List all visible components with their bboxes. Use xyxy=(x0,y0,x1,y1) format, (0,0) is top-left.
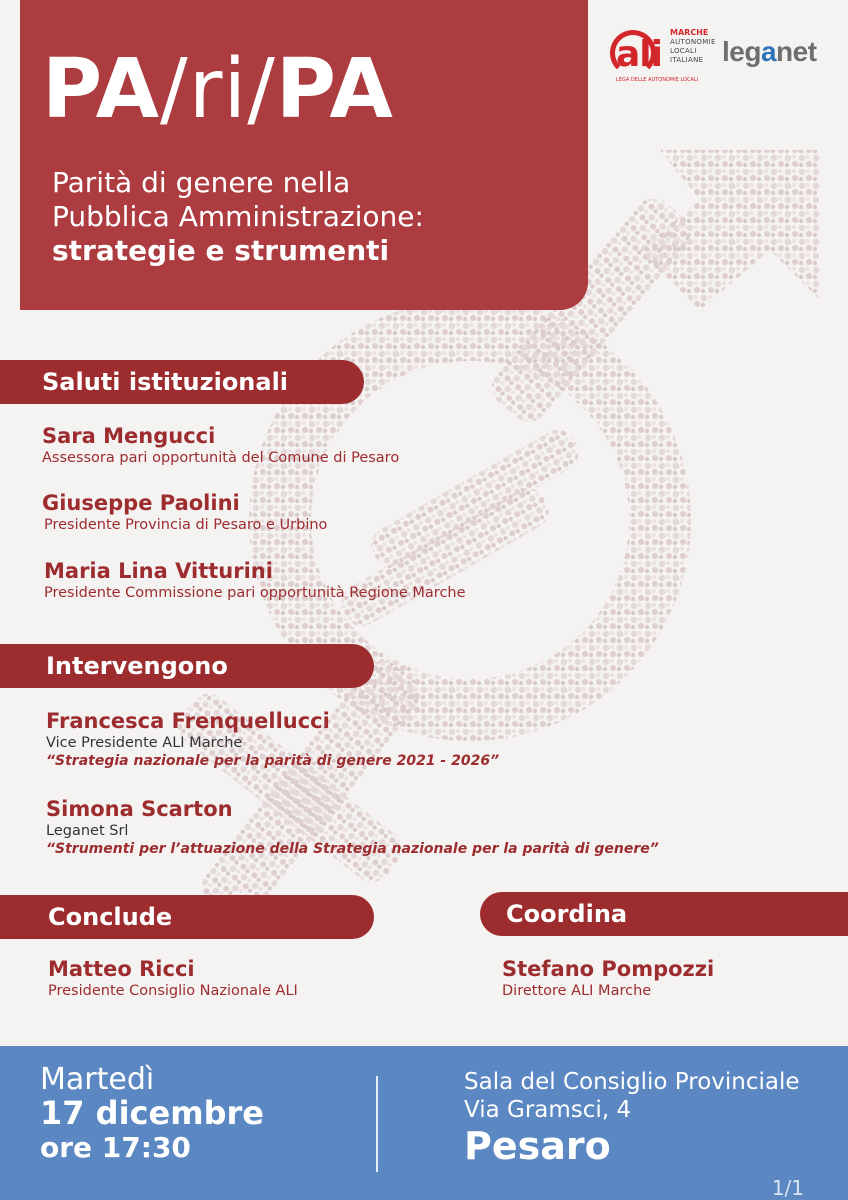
speaker-role: Direttore ALI Marche xyxy=(502,983,652,999)
speaker-role: Presidente Consiglio Nazionale ALI xyxy=(48,983,298,999)
section-conclude: Conclude xyxy=(0,895,374,939)
speaker-intervento-1 xyxy=(46,708,499,770)
header-panel xyxy=(20,0,588,310)
venue-city: Pesaro xyxy=(464,1124,611,1168)
page-indicator: 1/1 xyxy=(771,1176,804,1200)
speaker-role: Presidente Commissione pari opportunità Regione Marche xyxy=(44,585,466,601)
speaker-name: Matteo Ricci xyxy=(48,957,195,981)
title-ri: ri xyxy=(188,42,248,137)
speaker-saluti-2 xyxy=(42,490,327,534)
subtitle-line-3: strategie e strumenti xyxy=(52,234,390,267)
venue-name: Sala del Consiglio Provinciale xyxy=(464,1069,800,1095)
section-coordina: Coordina xyxy=(480,892,848,936)
speaker-role: Assessora pari opportunità del Comune di Pesaro xyxy=(42,450,400,466)
speaker-role: Presidente Provincia di Pesaro e Urbino xyxy=(44,517,328,533)
speaker-name: Simona Scarton xyxy=(46,797,233,821)
ali-marche-logo xyxy=(610,16,722,88)
event-title xyxy=(42,40,394,140)
title-pa-right: PA xyxy=(275,42,394,137)
leganet-logo-pre: leg xyxy=(722,36,761,67)
speaker-name: Stefano Pompozzi xyxy=(502,957,715,981)
subtitle-line-1: Parità di genere nella xyxy=(52,166,351,199)
title-pa-left: PA xyxy=(42,42,161,137)
speaker-conclude xyxy=(48,956,298,1000)
speaker-name: Francesca Frenquellucci xyxy=(46,709,330,733)
talk-title: “Strategia nazionale per la parità di genere 2021 - 2026” xyxy=(46,753,500,769)
event-datetime xyxy=(40,1064,264,1166)
ali-footer-text: LEGA DELLE AUTONOMIE LOCALI xyxy=(616,77,699,83)
title-slash-2: / xyxy=(247,42,276,137)
speaker-name: Giuseppe Paolini xyxy=(42,491,240,515)
speaker-role: Leganet Srl xyxy=(46,823,129,839)
event-day: Martedì xyxy=(40,1062,155,1097)
section-intervengono: Intervengono xyxy=(0,644,374,688)
speaker-name: Sara Mengucci xyxy=(42,424,216,448)
ali-region: MARCHE xyxy=(670,28,709,37)
section-saluti-istituzionali: Saluti istituzionali xyxy=(0,360,364,404)
speaker-name: Maria Lina Vitturini xyxy=(44,559,273,583)
subtitle-line-2: Pubblica Amministrazione: xyxy=(52,200,424,233)
event-location xyxy=(464,1068,800,1168)
event-details-footer xyxy=(0,1046,848,1200)
speaker-saluti-1 xyxy=(42,423,399,467)
ali-subtitle: AUTONOMIE LOCALI ITALIANE xyxy=(670,38,716,64)
leganet-logo-post: net xyxy=(776,36,817,67)
title-slash-1: / xyxy=(160,42,189,137)
event-time: ore 17:30 xyxy=(40,1131,191,1164)
speaker-saluti-3 xyxy=(44,558,466,602)
speaker-intervento-2 xyxy=(46,796,659,858)
talk-title: “Strumenti per l’attuazione della Strategia nazionale per la parità di genere” xyxy=(46,841,659,857)
speaker-role: Vice Presidente ALI Marche xyxy=(46,735,243,751)
event-date: 17 dicembre xyxy=(40,1094,264,1132)
venue-address: Via Gramsci, 4 xyxy=(464,1097,632,1123)
ali-letters: ali xyxy=(616,34,662,75)
sponsor-logos xyxy=(600,12,848,92)
event-subtitle xyxy=(52,166,572,268)
leganet-logo xyxy=(722,36,817,68)
speaker-coordina xyxy=(502,956,714,1000)
footer-divider xyxy=(376,1076,378,1172)
leganet-logo-a: a xyxy=(760,36,777,67)
